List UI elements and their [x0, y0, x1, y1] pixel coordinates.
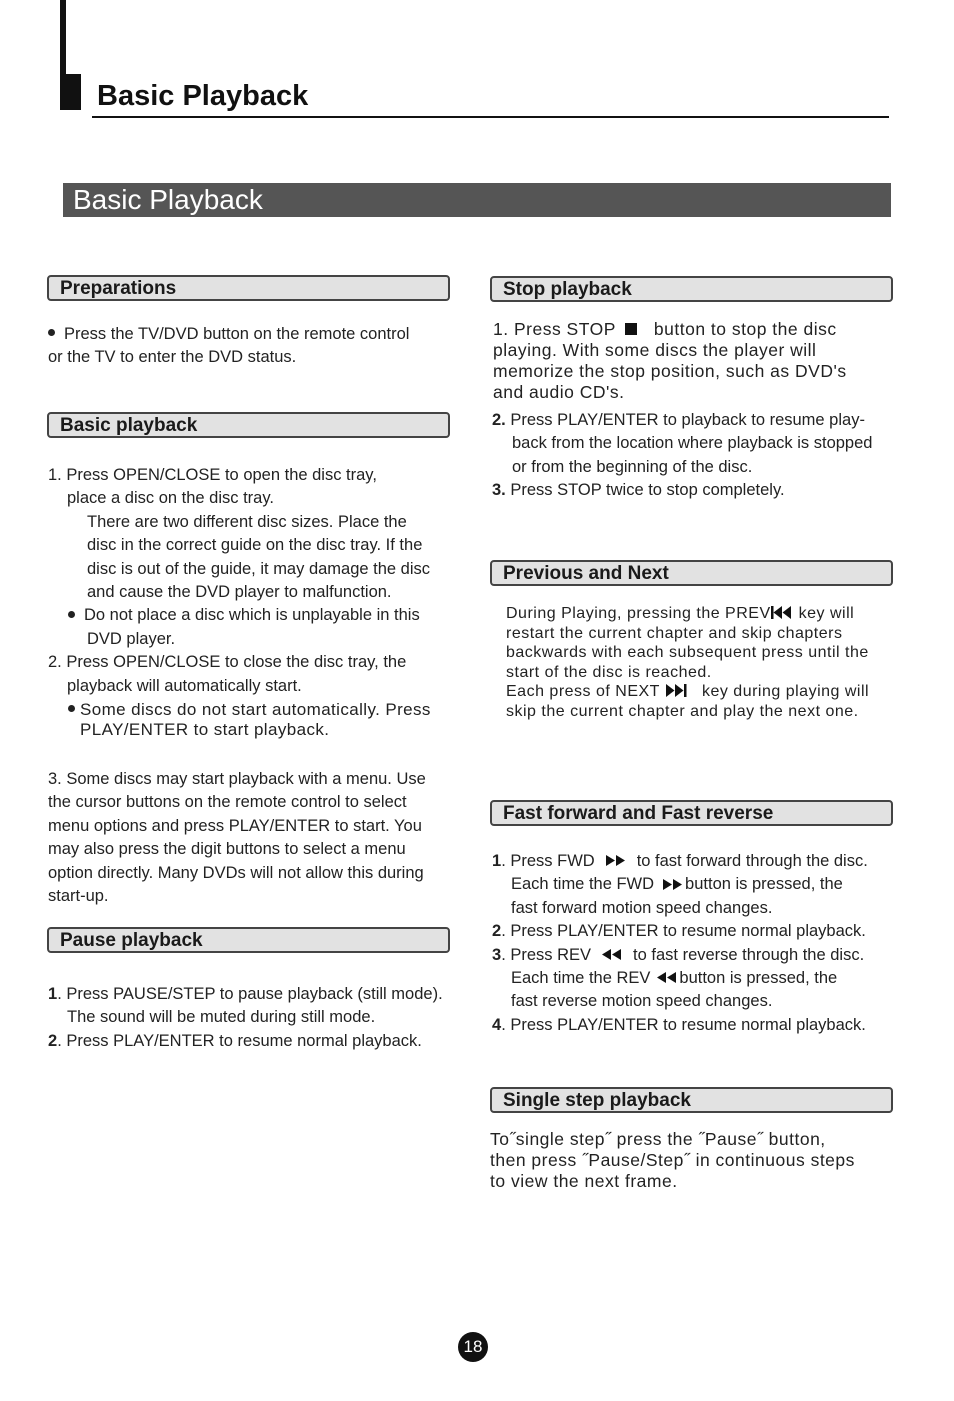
- stop-line-6: back from the location where playback is stopped: [512, 434, 873, 453]
- preparations-line-1: Press the TV/DVD button on the remote control: [64, 325, 410, 343]
- basic-step3-line-6: start-up.: [48, 887, 109, 906]
- basic-playback-text: [48, 464, 468, 698]
- pause-line-3: . Press PLAY/ENTER to resume normal playback.: [57, 1031, 422, 1050]
- ffrew-line-4: . Press PLAY/ENTER to resume normal playback.: [501, 922, 866, 941]
- bullet-icon: [68, 611, 75, 618]
- stop-num-2: 2.: [492, 411, 506, 429]
- basic-step3-line-5: option directly. Many DVDs will not allow this during: [48, 863, 424, 882]
- single-step-text: [490, 1129, 920, 1192]
- bullet-icon: [48, 329, 55, 336]
- single-line-2: then press ˝Pause/Step˝ in continuous steps: [490, 1150, 855, 1170]
- fast-forward-icon: [606, 855, 626, 866]
- page-title: Basic Playback: [97, 80, 309, 112]
- pause-num-1: 1: [48, 985, 58, 1003]
- pause-heading: Pause playback: [60, 930, 203, 951]
- prevnext-line-1a: During Playing, pressing the PREV: [506, 605, 771, 622]
- prevnext-line-6: skip the current chapter and play the next one.: [506, 702, 859, 720]
- basic-line-12: PLAY/ENTER to start playback.: [80, 719, 330, 739]
- preparations-heading: Preparations: [60, 278, 177, 299]
- prevnext-heading: Previous and Next: [503, 563, 669, 584]
- ffrew-heading-box: [490, 800, 893, 826]
- pause-line-2: The sound will be muted during still mode.: [67, 1008, 376, 1027]
- single-step-heading: Single step playback: [503, 1090, 691, 1111]
- basic-line-8: DVD player.: [87, 629, 176, 648]
- basic-line-1: 1. Press OPEN/CLOSE to open the disc tray,: [48, 466, 377, 484]
- preparations-text: [48, 323, 468, 370]
- single-line-1: To˝single step˝ press the ˝Pause˝ button,: [490, 1129, 826, 1149]
- basic-line-6: and cause the DVD player to malfunction.: [87, 583, 392, 602]
- pause-text: [48, 983, 478, 1053]
- pause-num-2: 2: [48, 1031, 58, 1050]
- basic-autostart-note: [68, 700, 468, 739]
- ffrew-line-6b: button is pressed, the: [679, 969, 838, 988]
- preparations-line-2: or the TV to enter the DVD status.: [48, 348, 297, 367]
- stop-line-1b: button to stop the disc: [653, 319, 837, 339]
- basic-step3-line-2: the cursor buttons on the remote control to select: [48, 793, 407, 812]
- ffrew-num-2: 2: [492, 922, 502, 941]
- basic-step-3: [48, 768, 468, 908]
- ffrew-line-2b: button is pressed, the: [685, 875, 843, 894]
- single-step-heading-box: [490, 1087, 893, 1113]
- basic-line-7: Do not place a disc which is unplayable in this: [84, 606, 420, 625]
- ffrew-line-5b: to fast reverse through the disc.: [633, 945, 865, 964]
- fast-reverse-icon: [602, 949, 622, 960]
- stop-line-3: memorize the stop position, such as DVD's: [493, 361, 847, 381]
- ffrew-heading: Fast forward and Fast reverse: [503, 803, 774, 824]
- stop-num-3: 3.: [492, 481, 506, 500]
- stop-steps-2-3: [492, 409, 922, 503]
- basic-step3-line-4: may also press the digit buttons to select a menu: [48, 840, 406, 859]
- stop-icon: [625, 323, 637, 335]
- stop-line-5: Press PLAY/ENTER to playback to resume play-: [510, 411, 865, 429]
- bullet-icon: [68, 705, 75, 712]
- page-number: 18: [458, 1332, 488, 1362]
- ffrew-line-1b: to fast forward through the disc.: [636, 852, 868, 870]
- basic-line-9: 2. Press OPEN/CLOSE to close the disc tray, the: [48, 653, 407, 672]
- ffrew-line-1a: . Press FWD: [501, 852, 595, 870]
- basic-line-3: There are two different disc sizes. Place the: [87, 512, 407, 531]
- prevnext-text: [506, 604, 926, 721]
- basic-line-4: disc in the correct guide on the disc tray. If the: [87, 536, 423, 555]
- stop-heading: Stop playback: [503, 279, 632, 300]
- pause-heading-box: [47, 927, 450, 953]
- stop-line-1a: 1. Press STOP: [493, 319, 616, 339]
- ffrew-line-7: fast reverse motion speed changes.: [511, 992, 773, 1011]
- prevnext-heading-box: [490, 560, 893, 586]
- stop-step-1: [493, 319, 913, 403]
- ffrew-line-6a: Each time the REV: [511, 969, 651, 988]
- banner-title: Basic Playback: [73, 184, 263, 215]
- ffrew-num-1: 1: [492, 852, 502, 870]
- stop-line-8: Press STOP twice to stop completely.: [510, 481, 785, 500]
- basic-playback-heading: Basic playback: [60, 415, 198, 436]
- prevnext-line-3: backwards with each subsequent press until the: [506, 644, 869, 661]
- preparations-heading-box: [47, 275, 450, 301]
- ffrew-text: [492, 850, 932, 1037]
- basic-line-5: disc is out of the guide, it may damage the disc: [87, 559, 431, 578]
- header-tab-block: [60, 74, 81, 110]
- stop-heading-box: [490, 276, 893, 302]
- ffrew-line-2a: Each time the FWD: [511, 875, 655, 894]
- prevnext-line-4: start of the disc is reached.: [506, 663, 712, 681]
- pause-line-1: . Press PAUSE/STEP to pause playback (still mode).: [57, 985, 443, 1003]
- fast-reverse-icon: [657, 972, 677, 983]
- basic-line-2: place a disc on the disc tray.: [67, 489, 274, 508]
- ffrew-line-5a: . Press REV: [501, 945, 592, 964]
- ffrew-num-4: 4: [492, 1015, 502, 1034]
- section-banner: [63, 183, 891, 217]
- basic-playback-heading-box: [47, 412, 450, 438]
- basic-step3-line-3: menu options and press PLAY/ENTER to start. You: [48, 816, 422, 835]
- stop-line-7: or from the beginning of the disc.: [512, 457, 753, 476]
- prevnext-line-5a: Each press of NEXT: [506, 683, 660, 700]
- basic-step3-line-1: 3. Some discs may start playback with a menu. Use: [48, 770, 426, 788]
- ffrew-num-3: 3: [492, 945, 502, 964]
- next-icon: [666, 684, 690, 697]
- ffrew-line-8: . Press PLAY/ENTER to resume normal playback.: [501, 1015, 866, 1034]
- ffrew-line-3: fast forward motion speed changes.: [511, 898, 773, 917]
- stop-line-4: and audio CD's.: [493, 382, 625, 402]
- header-rule: [92, 116, 889, 118]
- stop-line-2: playing. With some discs the player will: [493, 340, 817, 360]
- prevnext-line-2: restart the current chapter and skip chapters: [506, 624, 843, 642]
- fast-forward-icon: [663, 879, 683, 890]
- basic-line-11: Some discs do not start automatically. Press: [80, 700, 431, 719]
- prevnext-line-1b: key will: [798, 605, 855, 622]
- single-line-3: to view the next frame.: [490, 1171, 678, 1191]
- basic-line-10: playback will automatically start.: [67, 676, 302, 695]
- prev-icon: [771, 606, 793, 619]
- prevnext-line-5b: key during playing will: [701, 683, 870, 700]
